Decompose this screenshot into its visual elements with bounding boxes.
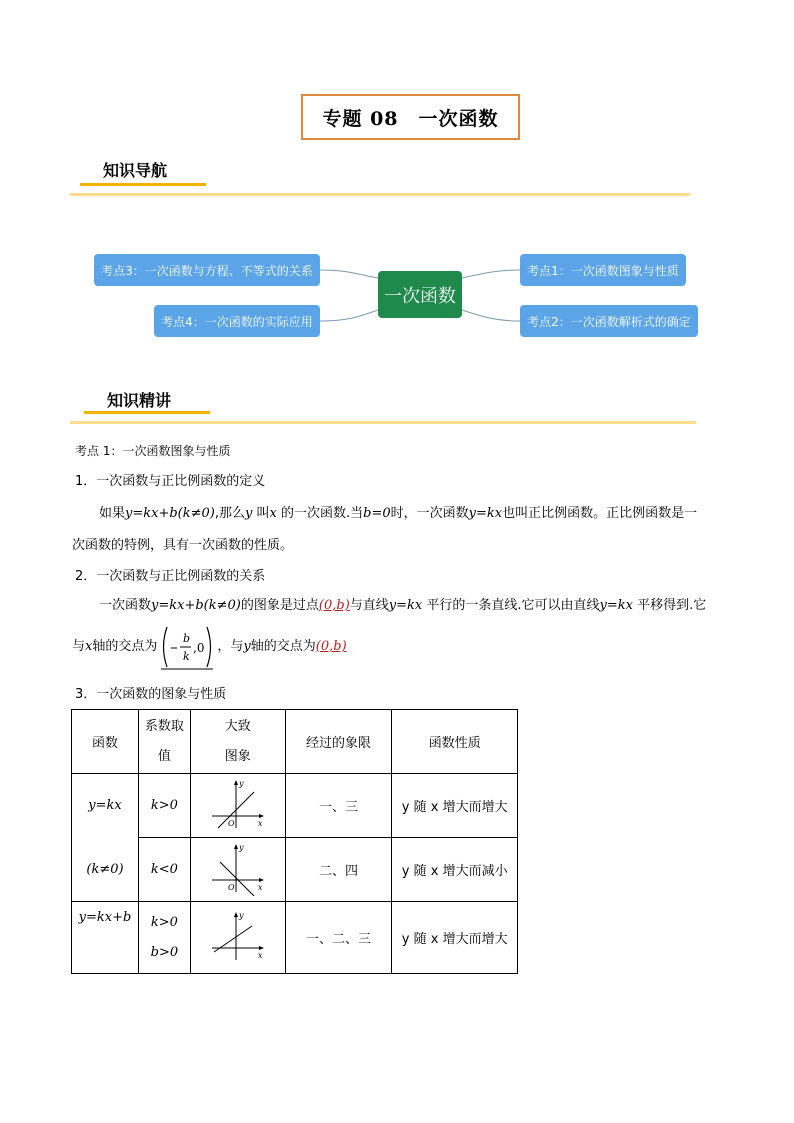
- table-header-row: [72, 710, 518, 774]
- svg-text:O: O: [227, 882, 235, 892]
- cell-function: (k≠0): [72, 838, 139, 902]
- header-quadrants: 经过的象限: [285, 710, 392, 774]
- mindmap-center-node[interactable]: 一次函数: [378, 271, 462, 318]
- table-row: [72, 838, 518, 902]
- cell-function: y=kx: [72, 774, 139, 838]
- cell-graph: [190, 902, 285, 974]
- section-rule: [70, 421, 696, 424]
- mindmap-node-point4[interactable]: 考点4：一次函数的实际应用: [154, 305, 320, 337]
- graph-decreasing-origin: [208, 840, 268, 896]
- table-row: [72, 902, 518, 974]
- page-title: 专题 08 一次函数: [301, 94, 520, 140]
- cell-coefficient: k>0: [138, 774, 190, 838]
- item1-paragraph-line1: 如果y=kx+b(k≠0),那么y 叫x 的一次函数.当b=0时，一次函数y=kx也叫正比例函数。正比例函数是一: [99, 506, 698, 521]
- header-graph: 大致 图象: [190, 710, 285, 774]
- cell-quadrants: 二、四: [285, 838, 392, 902]
- cell-quadrants: 一、三: [285, 774, 392, 838]
- section-rule: [70, 193, 690, 196]
- cell-quadrants: 一、二、三: [285, 902, 392, 974]
- section-title-lecture: 知识精讲: [107, 391, 172, 410]
- mindmap-node-point3[interactable]: 考点3：一次函数与方程、不等式的关系: [94, 254, 320, 286]
- cell-property: y 随 x 增大而增大: [392, 902, 518, 974]
- item1-paragraph-line2: 次函数的特例，具有一次函数的性质。: [72, 538, 294, 553]
- item2-title: 2．一次函数与正比例函数的关系: [75, 569, 266, 584]
- item2-paragraph-line1: 一次函数y=kx+b(k≠0)的图象是过点(0,b)与直线y=kx 平行的一条直线.它可以由直线y=kx 平移得到.它: [99, 598, 707, 613]
- svg-text:x: x: [257, 950, 263, 960]
- frac-numerator: b: [183, 632, 191, 645]
- cell-graph: [190, 774, 285, 838]
- svg-text:O: O: [227, 818, 235, 828]
- svg-text:,0: ,0: [193, 641, 205, 655]
- mindmap-node-point2[interactable]: 考点2：一次函数解析式的确定: [520, 305, 698, 337]
- cell-coefficient: k<0: [138, 838, 190, 902]
- svg-text:y: y: [238, 910, 244, 920]
- header-property: 函数性质: [392, 710, 518, 774]
- cell-property: y 随 x 增大而增大: [392, 774, 518, 838]
- intersection-point-formula: [159, 623, 215, 671]
- properties-table: [71, 709, 518, 974]
- table-row: [72, 774, 518, 838]
- frac-denominator: k: [183, 650, 191, 663]
- cell-function: y=kx+b: [72, 902, 139, 974]
- section-underline: [84, 411, 210, 414]
- svg-text:x: x: [257, 882, 263, 892]
- svg-text:x: x: [257, 818, 263, 828]
- item1-title: 1．一次函数与正比例函数的定义: [75, 474, 266, 489]
- cell-property: y 随 x 增大而减小: [392, 838, 518, 902]
- graph-increasing-origin: [208, 776, 268, 832]
- mindmap-node-point1[interactable]: 考点1：一次函数图象与性质: [520, 254, 686, 286]
- svg-text:y: y: [238, 778, 244, 788]
- svg-text:y: y: [238, 842, 244, 852]
- item3-title: 3．一次函数的图象与性质: [75, 687, 227, 702]
- header-coefficient: 系数取 值: [138, 710, 190, 774]
- cell-coefficient: k>0 b>0: [138, 902, 190, 974]
- section-title-navigation: 知识导航: [103, 161, 168, 180]
- graph-increasing-intercept: [208, 908, 268, 964]
- cell-graph: [190, 838, 285, 902]
- point1-heading: 考点 1：一次函数图象与性质: [75, 444, 231, 458]
- header-function: 函数: [72, 710, 139, 774]
- item2-paragraph-line2: 与 x 轴的交点为 b k ,0 ，与 y 轴的交点为 (0,b): [72, 623, 347, 671]
- section-underline: [80, 183, 206, 186]
